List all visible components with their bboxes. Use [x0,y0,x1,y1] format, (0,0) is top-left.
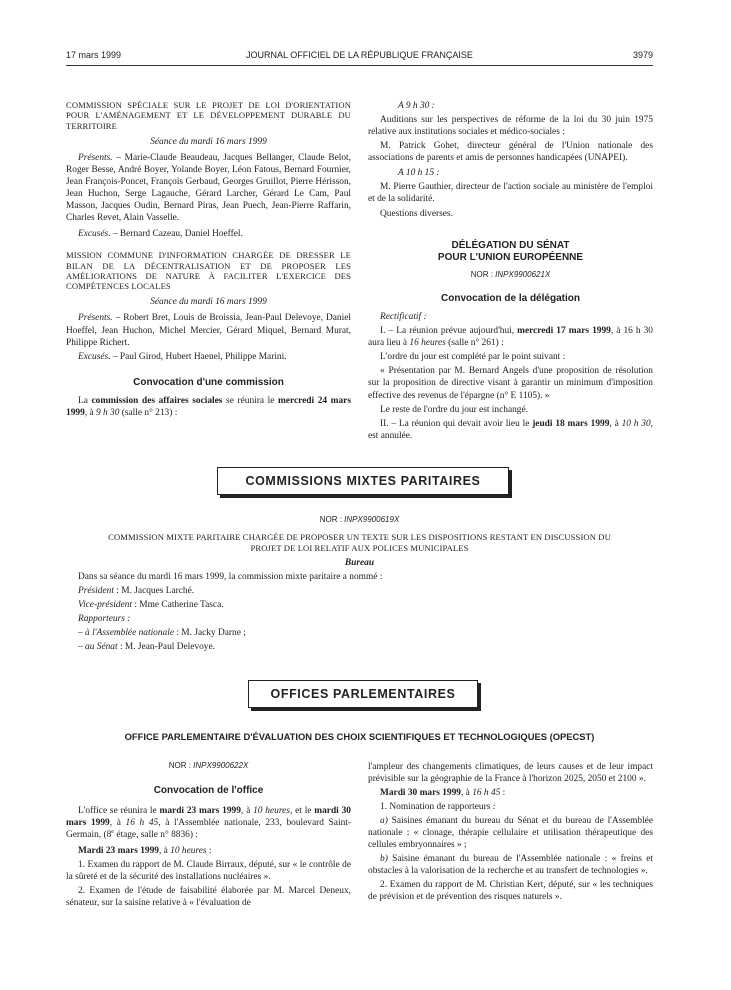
seance-date: Séance du mardi 16 mars 1999 [150,136,267,147]
offices-right-column [368,761,653,905]
excuses-label: Excusés. [78,229,111,240]
text-fragment: : [206,846,212,857]
rapporteurs-label: Rapporteurs : [78,613,131,624]
convocation-delegation-heading: Convocation de la délégation [441,292,580,304]
nor-value: INPX9900621X [495,270,551,280]
left-column-top [66,100,351,421]
agenda-item-2-continued: l'ampleur des changements climatiques, de leurs causes et de leur impact prévisible sur la géographie de la France à l'horizon 2025, 2050 et 2100 ». [368,762,653,785]
meeting-time: 10 heures [170,846,207,857]
excuses-names: – Bernard Cazeau, Daniel Hoeffel. [110,229,243,240]
text-fragment: , à 16 h 30 aura lieu à [368,326,653,349]
examen-rapport: 2. Examen du rapport de M. Christian Kert, député, sur « les techniques de prévision et de prévention des risques naturels ». [368,880,653,903]
time-label: A 9 h 30 : [398,101,435,111]
text-fragment: (salle n° 213) : [119,408,178,419]
seance-date-2: Séance du mardi 16 mars 1999 [150,297,267,308]
nor-reference [368,270,653,280]
delegation-title-line: DÉLÉGATION DU SÉNAT [451,240,570,252]
meeting-date: mardi 23 mars 1999 [159,806,241,817]
president-label: Président [78,585,114,596]
text-fragment: : [500,788,506,799]
meeting-date: Mardi 23 mars 1999 [78,846,159,857]
right-column-top [368,100,653,444]
saisine-b [368,853,653,877]
offices-banner: OFFICES PARLEMENTAIRES [248,680,478,708]
presents-names: – Marie-Claude Beaudeau, Jacques Bellanger, Claude Belot, Roger Besse, André Boyer, Yolande Boyer, Léon Fatous, Bernard Fournier, Jean François-Poncet, François Gerbaud, Georges Gruillot, Pierre Hérisson, Jean Huchon, Serge Lagauche, Gérard Larcher, Gérard Le Cam, Paul Masson, Jacques Oudin, Bernard Piras, Jean Puech, Jean-Pierre Raffarin, Charles Revet, Alain Vasselle. [66,152,351,224]
text-fragment: La [78,396,92,407]
text-fragment: , à [460,788,473,799]
header-date: 17 mars 1999 [66,50,122,60]
auditions-text: Auditions sur les perspectives de réforme de la loi du 30 juin 1975 relative aux institutions sociales et médico-sociales : [368,115,653,138]
questions-diverses: Questions diverses. [380,209,453,220]
opecst-title: OFFICE PARLEMENTAIRE D'ÉVALUATION DES CHOIX SCIENTIFIQUES ET TECHNOLOGIQUES (OPECST) [124,731,595,742]
mardi-23-heading [66,845,351,857]
audition-person-2: M. Pierre Gauthier, directeur de l'action sociale au ministère de l'emploi et de la solidarité. [368,182,653,205]
vice-president-line [66,599,653,611]
nomination-rapporteurs: 1. Nomination de rapporteurs : [380,802,496,813]
office-meeting-text [66,805,351,841]
text-fragment: se réunira le [222,396,278,407]
convocation-commission-text [66,395,351,419]
meeting-time: 10 heures [253,806,290,817]
offices-left-column [66,761,351,911]
item-letter: a) [380,816,388,827]
nor-value: INPX9900622X [193,761,249,770]
delegation-title [368,240,653,264]
text-fragment: , à [158,846,171,857]
rapporteur-senat-name: : M. Jean-Paul Delevoye. [117,642,215,653]
excuses-paragraph-2 [66,351,351,363]
meeting-date: Mardi 30 mars 1999 [380,788,461,799]
meeting-date: mercredi 24 mars 1999 [66,396,351,419]
bureau-heading: Bureau [344,557,375,568]
president-line [66,585,653,597]
page-header [66,50,653,64]
agenda-item-1: 1. Examen du rapport de M. Claude Birraux, député, sur « le contrôle de la sûreté et de la sécurité des installations nucléaires ». [66,860,351,883]
text-fragment: , est annulée. [368,418,653,441]
mission-title: MISSION COMMUNE D'INFORMATION CHARGÉE DE DRESSER LE BILAN DE LA DÉCENTRALISATION ET DE PROPOSER LES AMÉLIORATIONS DE NATURE À FACILITER L'EXERCICE DES COMPÉTENCES LOCALES [66,250,351,292]
rapporteur-an-name: : M. Jacky Darne ; [174,628,246,639]
meeting-time: 16 h 45 [125,818,159,829]
presents-paragraph [66,152,351,224]
rapporteur-senat-label: – au Sénat [78,642,118,653]
item-letter: b) [380,854,388,865]
presents-label: Présents. [78,152,113,163]
cmp-banner: COMMISSIONS MIXTES PARITAIRES [217,467,509,495]
agenda-item-2: 2. Examen de l'étude de faisabilité élaborée par M. Marcel Deneux, sénateur, sur la saisine relative à « l'évaluation de [66,886,351,909]
delegation-title-line: POUR L'UNION EUROPÉENNE [437,252,584,264]
convocation-commission-heading: Convocation d'une commission [133,376,284,388]
saisine-a [368,815,653,851]
mardi-30-heading [368,787,653,799]
reste-ordre: Le reste de l'ordre du jour est inchangé. [380,404,528,415]
text-fragment: Saisines émanant du bureau du Sénat et du bureau de l'Assemblée nationale : « clonage, thérapie cellulaire et utilisation thérapeutique des cellules embryonnaires » ; [368,816,653,851]
journal-title: JOURNAL OFFICIEL DE LA RÉPUBLIQUE FRANÇAISE [246,50,473,60]
rapporteur-senat [66,641,653,653]
time-label-2: A 10 h 15 : [398,168,440,179]
nor-label: NOR : [319,515,345,524]
presents-paragraph-2 [66,312,351,348]
presents-names-2: – Robert Bret, Louis de Broissia, Jean-Paul Delevoye, Daniel Hoeffel, Jean Huchon, Michel Mercier, Gérard Miquel, Bernard Murat, Philippe Richert. [66,313,351,348]
vice-president-name: : Mme Catherine Tasca. [131,599,224,610]
rectificatif-1 [368,325,653,349]
presentation-text: « Présentation par M. Bernard Angels d'une proposition de résolution sur la proposition de directive visant à garantir un minimum d'imposition effective des revenus de l'épargne (n° E 1105). » [368,366,653,401]
meeting-date: mercredi 17 mars 1999 [517,326,611,337]
commission-name: commission des affaires sociales [91,396,223,407]
vice-president-label: Vice-président [78,599,132,610]
text-fragment: I. – La réunion prévue aujourd'hui, [380,326,518,337]
text-fragment: , à [109,818,126,829]
text-fragment: , et le [289,806,315,817]
presents-label-2: Présents. [78,313,113,324]
cmp-section [66,515,653,655]
text-fragment: L'office se réunira le [78,806,160,817]
ordre-du-jour: L'ordre du jour est complété par le point suivant : [380,352,566,363]
excuses-label-2: Excusés. [78,351,111,362]
superscript: e [111,829,114,836]
meeting-date: jeudi 18 mars 1999 [532,418,610,429]
text-fragment: (salle n° 261) : [445,338,504,349]
text-fragment: étage, salle n° 8836) : [113,830,198,841]
nor-label: NOR : [470,270,496,280]
meeting-time: 9 h 30 [95,408,120,419]
cmp-intro: Dans sa séance du mardi 16 mars 1999, la commission mixte paritaire a nommé : [78,571,383,582]
meeting-date: mardi 30 mars 1999 [66,806,351,829]
convocation-office-heading: Convocation de l'office [153,785,264,797]
meeting-time: 16 h 45 [472,788,501,799]
audition-person: M. Patrick Gohet, directeur général de l'Union nationale des associations de parents et amis de personnes handicapées (UNAPEI). [368,141,653,164]
meeting-time: 16 heures [409,338,446,349]
nor-reference [66,761,351,771]
text-fragment: , à [609,418,622,429]
meeting-time: 10 h 30 [621,418,651,429]
text-fragment: Saisine émanant du bureau de l'Assemblée nationale : « freins et obstacles à la valorisation de la recherche et au transfert de technologies ». [368,854,653,877]
header-rule [66,65,653,66]
rapporteur-an-label: – à l'Assemblée nationale [78,628,174,639]
rectificatif-label: Rectificatif : [380,312,427,323]
text-fragment: , à [84,408,96,419]
text-fragment: II. – La réunion qui devait avoir lieu le [380,418,533,429]
nor-reference [66,515,653,525]
page-number: 3979 [632,50,653,60]
excuses-paragraph [66,228,351,240]
rectificatif-2 [368,418,653,442]
excuses-names-2: – Paul Girod, Hubert Haenel, Philippe Marini. [110,351,287,362]
nor-value: INPX9900619X [344,515,400,524]
rapporteur-an [66,627,653,639]
president-name: : M. Jacques Larché. [113,585,195,596]
commission-title: COMMISSION SPÉCIALE SUR LE PROJET DE LOI D'ORIENTATION POUR L'AMÉNAGEMENT ET LE DÉVELOPPEMENT DURABLE DU TERRITOIRE [66,100,351,131]
nor-label: NOR : [168,761,194,770]
text-fragment: , à l'Assemblée nationale, 233, boulevard Saint-Germain, (8 [66,818,351,841]
cmp-title: COMMISSION MIXTE PARITAIRE CHARGÉE DE PROPOSER UN TEXTE SUR LES DISPOSITIONS RESTANT EN DISCUSSION DU PROJET DE LOI RELATIF AUX POLICES MUNICIPALES [108,532,611,553]
text-fragment: , à [240,806,254,817]
